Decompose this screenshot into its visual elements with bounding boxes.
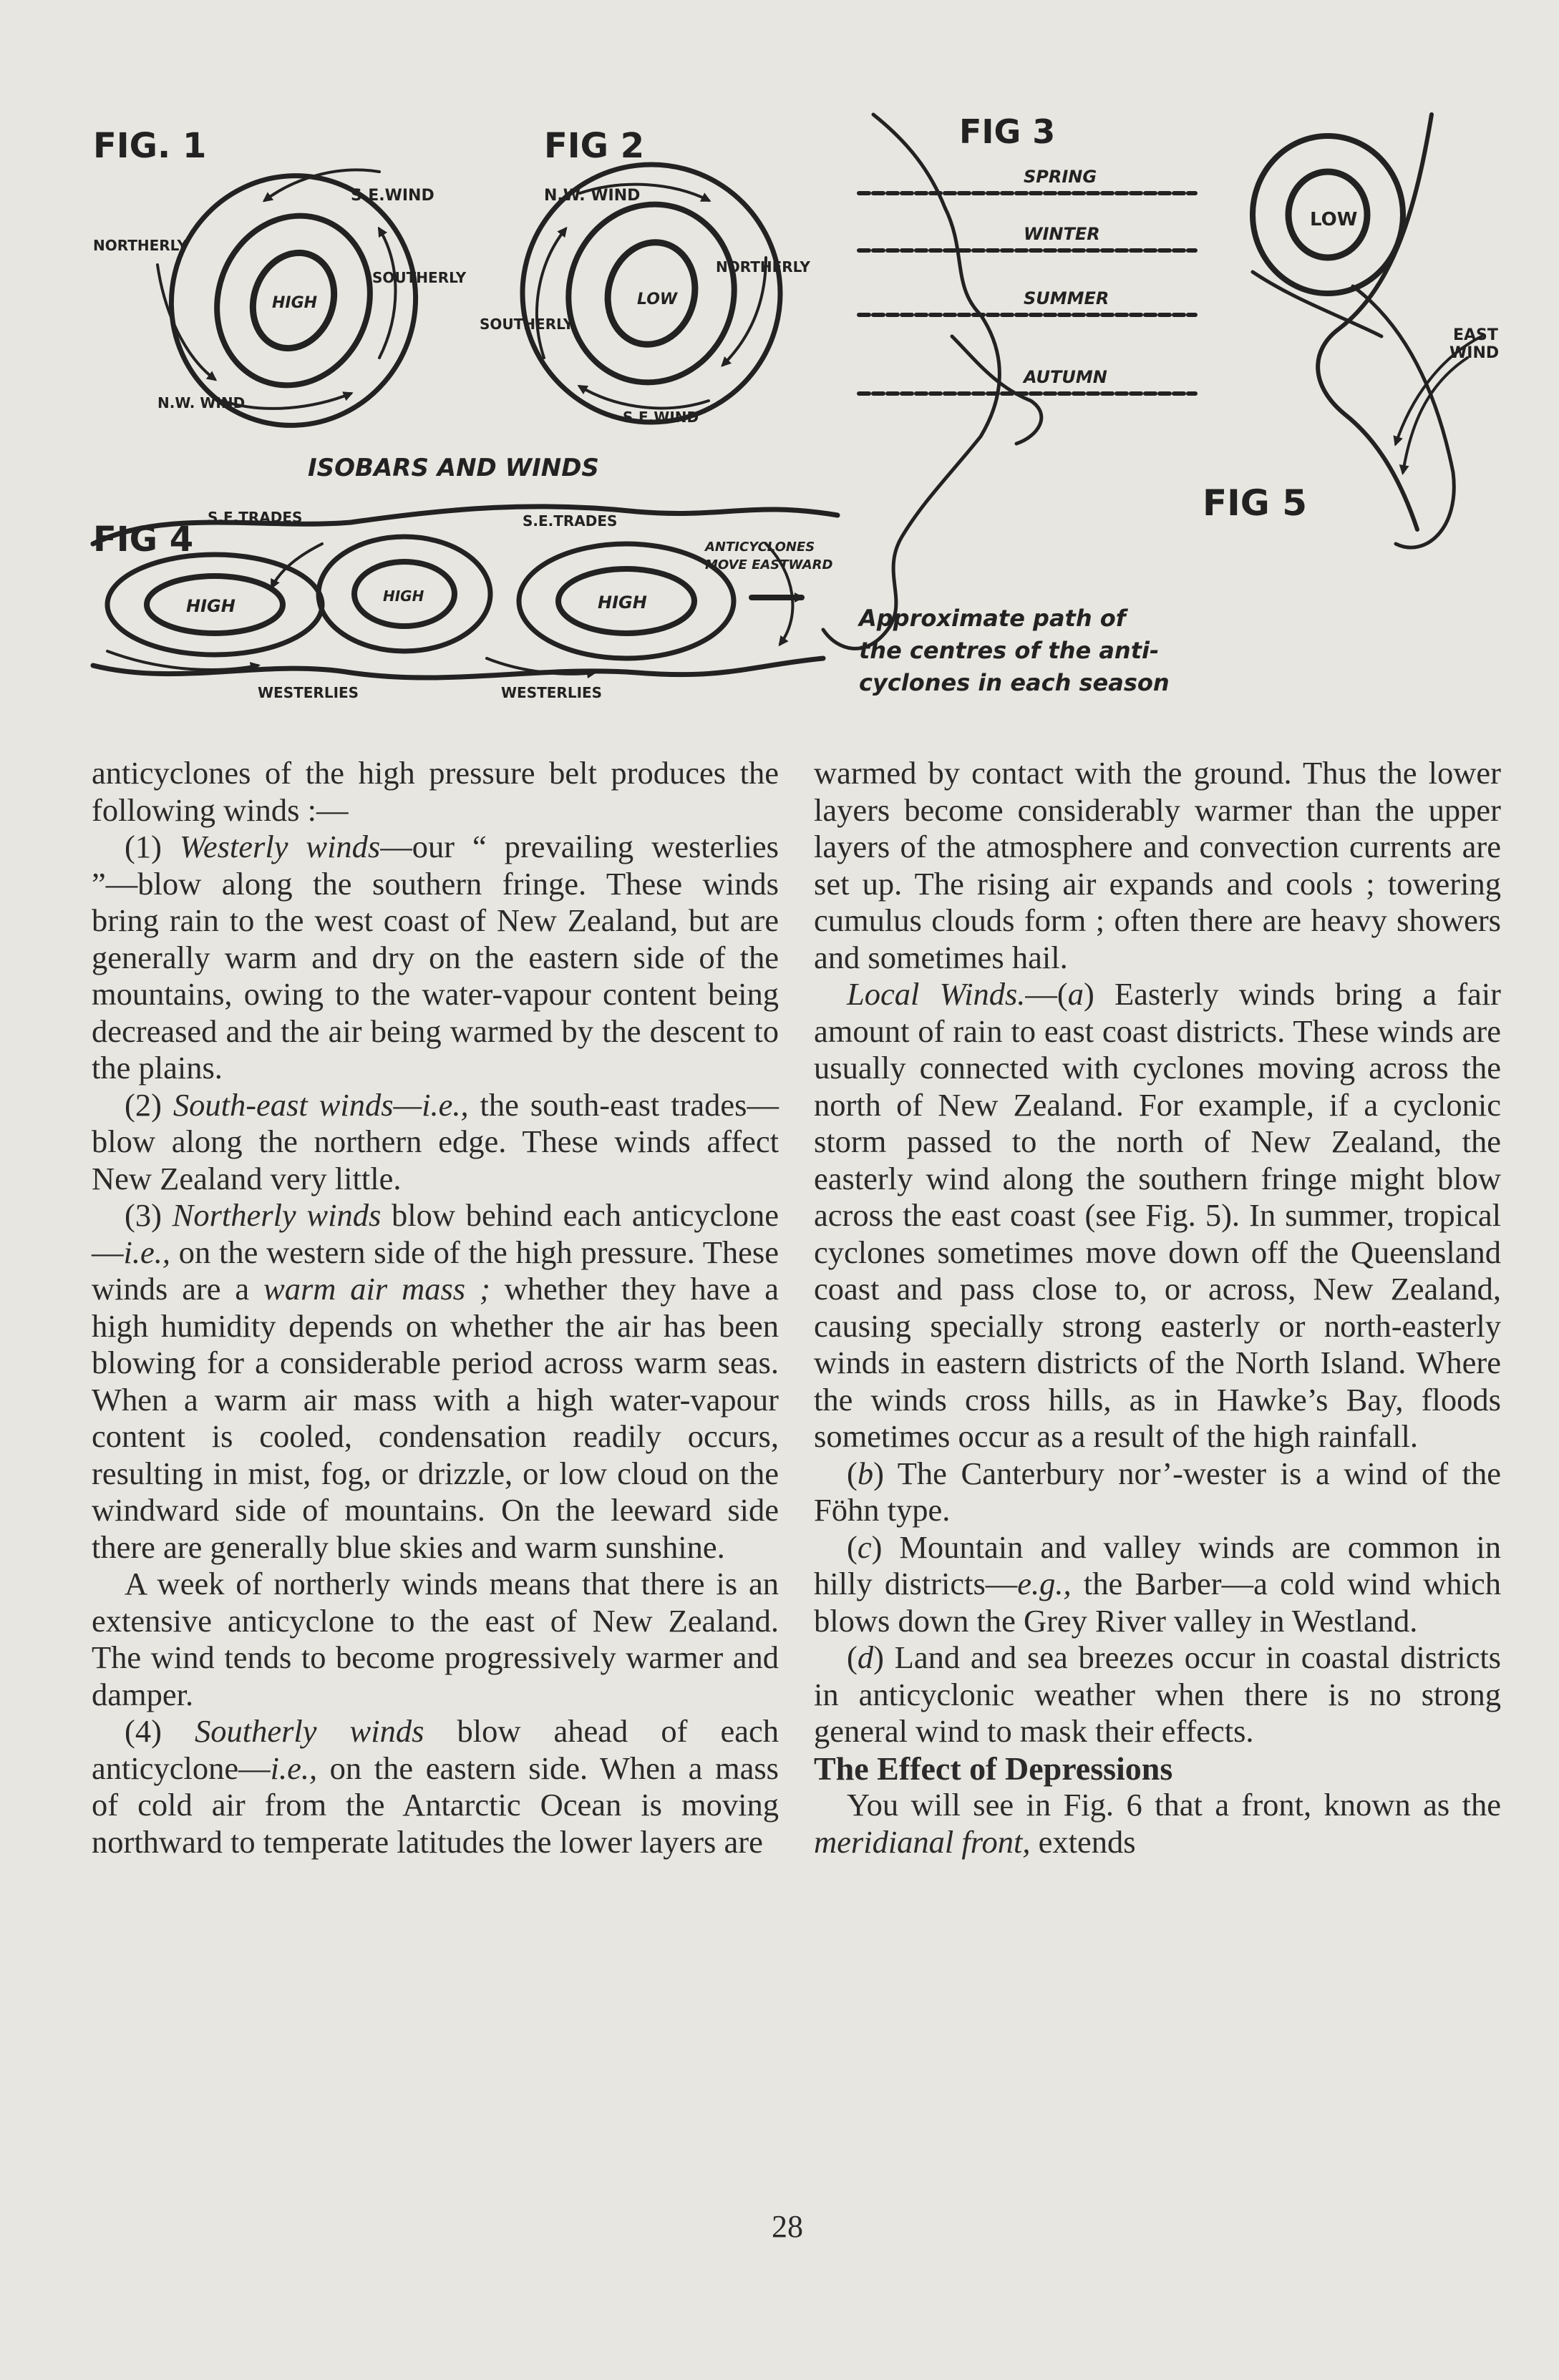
fig4-move-line2: MOVE EASTWARD (705, 557, 833, 572)
page-number: 28 (772, 2209, 803, 2244)
fig1-northerly-label: NORTHERLY (93, 237, 188, 254)
fig2-southerly-label: SOUTHERLY (480, 316, 574, 333)
figures-svg (79, 100, 1503, 744)
fig2-label: FIG 2 (544, 126, 645, 166)
fig1-se-wind-label: S.E.WIND (351, 187, 434, 205)
fig3-caption-line3: cyclones in each season (859, 669, 1170, 696)
fig2-nw-wind-label: N.W. WIND (544, 187, 641, 205)
fig4-high-1: HIGH (186, 596, 235, 616)
fig1-high-label: HIGH (272, 294, 318, 312)
fig2-se-wind-label: S.E.WIND (623, 409, 699, 426)
left-paragraph-southerly: (4) Southerly winds blow ahead of each anticyclone—i.e., on the eastern side. When a mass of cold air from the Antarctic Ocean is moving northward to temperate latitudes the lower layers are (92, 1713, 780, 1860)
fig3-caption-line2: the centres of the anti- (859, 637, 1160, 664)
left-paragraph-week: A week of northerly winds means that there is an extensive anticyclone to the east of New Zealand. The wind tends to become progressively warmer and damper. (92, 1566, 779, 1712)
fig5-label: FIG 5 (1203, 482, 1307, 524)
fig4-high-2: HIGH (383, 587, 424, 605)
fig3-map (823, 114, 1195, 648)
fig1-nw-wind-label: N.W. WIND (157, 394, 246, 411)
right-column (814, 755, 1501, 1860)
fig2-low-label: LOW (637, 291, 678, 308)
figures-panel (79, 100, 1503, 744)
left-column (92, 755, 779, 1860)
fig4-label: FIG 4 (93, 520, 194, 560)
left-paragraph-northerly: (3) Northerly winds blow behind each anticyclone—i.e., on the western side of the high pressure. These winds are a warm air mass ; whether they have a high humidity depends on whether the air has been blowing for a considerable period across warm seas. When a warm air mass with a high water-vapour content is cooled, condensation readily occurs, resulting in mist, fog, or drizzle, or low cloud on the windward side of mountains. On the leeward side there are generally blue skies and warm sunshine. (92, 1197, 779, 1565)
right-paragraph-depressions: You will see in Fig. 6 that a front, known as the meridianal front, extends (814, 1787, 1501, 1860)
fig3-season-autumn: AUTUMN (1024, 367, 1107, 387)
left-paragraph-south-east: (2) South-east winds—i.e., the south-east trades—blow along the northern edge. These winds affect New Zealand very little. (92, 1086, 779, 1196)
left-paragraph-1: anticyclones of the high pressure belt produces the following winds :— (92, 755, 779, 828)
fig4-westerlies-2: WESTERLIES (501, 684, 603, 701)
fig5-low-label: LOW (1310, 209, 1358, 230)
fig4-move-line1: ANTICYCLONES (705, 540, 815, 555)
fig5-east-label: EAST (1453, 326, 1498, 344)
fig3-season-spring: SPRING (1024, 167, 1097, 187)
right-paragraph-b: (b) The Canterbury nor’-wester is a wind of the Föhn type. (814, 1455, 1501, 1528)
fig5-wind-label: WIND (1449, 344, 1500, 362)
fig4-se-trades-2: S.E.TRADES (523, 512, 618, 530)
right-paragraph-d: (d) Land and sea breezes occur in coastal districts in anticyclonic weather when there is no strong general wind to mask their effects. (814, 1639, 1501, 1749)
section-heading: The Effect of Depressions (814, 1750, 1173, 1787)
fig1-label: FIG. 1 (93, 126, 207, 166)
fig3-label: FIG 3 (959, 112, 1056, 151)
fig4-se-trades-1: S.E.TRADES (208, 509, 303, 526)
fig4-isobars (93, 507, 837, 678)
fig4-westerlies-1: WESTERLIES (258, 684, 359, 701)
fig1-southerly-label: SOUTHERLY (372, 269, 467, 286)
fig2-northerly-label: NORTHERLY (716, 258, 810, 275)
fig3-season-winter: WINTER (1024, 224, 1100, 244)
right-paragraph-c: (c) Mountain and valley winds are common in hilly districts—e.g., the Barber—a cold wind which blows down the Grey River valley in Westland. (814, 1528, 1501, 1639)
right-paragraph-1: warmed by contact with the ground. Thus the lower layers become considerably warmer than the upper layers of the atmosphere and convection currents are set up. The rising air expands and cools ; towering cumulus clouds form ; often there are heavy showers and sometimes hail. (814, 755, 1501, 975)
fig3-season-summer: SUMMER (1024, 288, 1109, 308)
fig3-caption-line1: Approximate path of (859, 605, 1126, 632)
left-paragraph-westerly: (1) Westerly winds—our “ prevailing westerlies ”—blow along the southern fringe. These winds bring rain to the west coast of New Zealand, but are generally warm and dry on the eastern side of the mountains, owing to the water-vapour content being decreased and the air being warmed by the descent to the plains. (92, 829, 779, 1086)
right-paragraph-local-winds: Local Winds.—(a) Easterly winds bring a fair amount of rain to east coast districts. These winds are usually connected with cyclones moving across the north of New Zealand. For example, if a cyclonic storm passed to the north of New Zealand, the easterly wind along the southern fringe might blow across the east coast (see Fig. 5). In summer, tropical cyclones sometimes move down off the Queensland coast and pass close to, or across, New Zealand, causing specially strong easterly or north-easterly winds in eastern districts of the North Island. Where the winds cross hills, as in Hawke’s Bay, floods sometimes occur as a result of the high rainfall. (814, 976, 1501, 1454)
isobars-caption: ISOBARS AND WINDS (308, 454, 599, 482)
fig4-high-3: HIGH (598, 592, 647, 613)
